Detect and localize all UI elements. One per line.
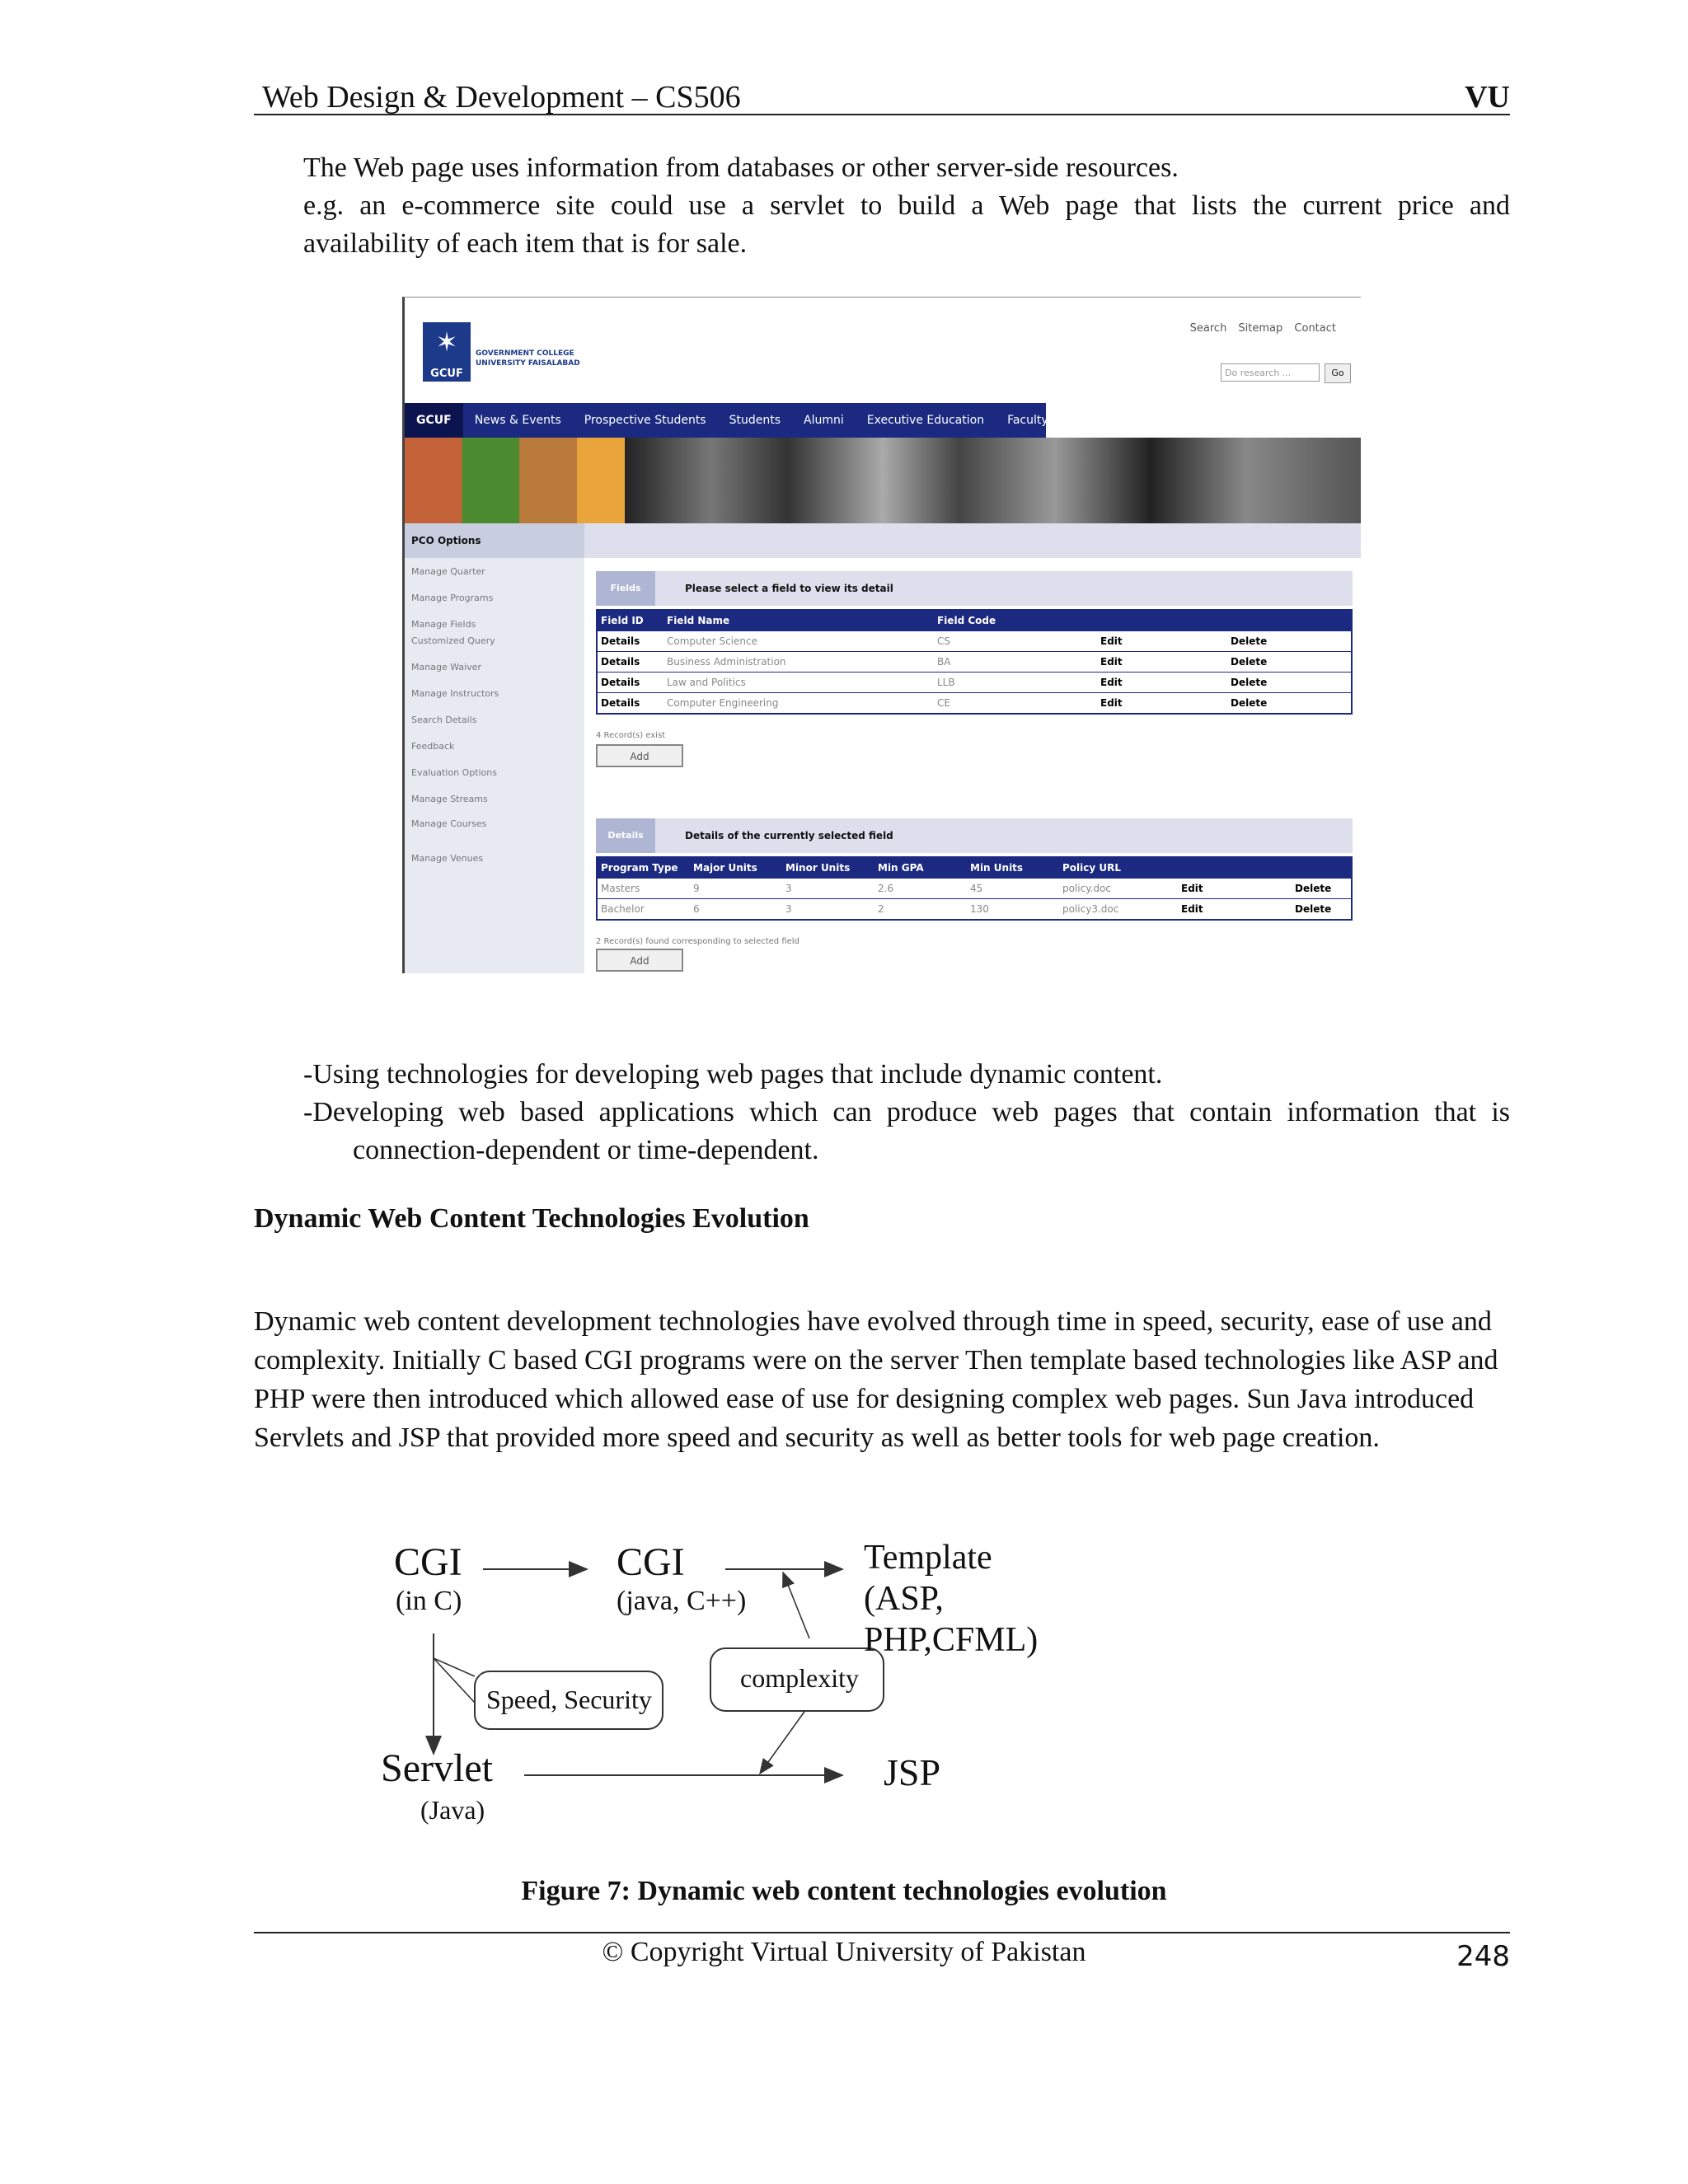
embedded-screenshot xyxy=(402,297,1361,973)
cgi-c-sub: (in C) xyxy=(396,1586,462,1616)
top-links[interactable]: Search Sitemap Contact xyxy=(1189,322,1336,335)
edit-link[interactable]: Edit xyxy=(1097,673,1227,693)
program-type-cell: Bachelor xyxy=(597,899,690,921)
add-details-button[interactable]: Add xyxy=(596,949,683,972)
page-number: 248 xyxy=(1456,1940,1510,1973)
major-units-cell: 6 xyxy=(690,899,782,921)
col-header: Minor Units xyxy=(782,857,874,879)
sidebar xyxy=(405,523,584,973)
body-paragraph: Dynamic web content development technologies have evolved through time in speed, security, ease of use and complexity. Initially C based CGI programs were on the server Then template based technologies like ASP and PHP were then introduced which allowed ease of use for designing complex web pages. Sun Java introduced Servlets and JSP that provided more speed and security as well as better tools for web page creation. xyxy=(254,1306,1498,1453)
speed-security-label: Speed, Security xyxy=(486,1685,652,1714)
details-link[interactable]: Details xyxy=(597,693,663,715)
table-row xyxy=(597,879,1352,899)
photo-banner xyxy=(405,438,1361,523)
fields-tab[interactable]: Fields xyxy=(596,571,655,606)
details-panel-label: Details of the currently selected field xyxy=(685,830,893,841)
policy-url-cell[interactable]: policy3.doc xyxy=(1059,899,1178,921)
delete-link[interactable]: Delete xyxy=(1292,879,1352,899)
header-institution: VU xyxy=(1465,80,1510,115)
min-gpa-cell: 2 xyxy=(874,899,967,921)
university-line-2: UNIVERSITY FAISALABAD xyxy=(476,359,580,368)
details-panel-header xyxy=(596,818,1353,853)
sidebar-item[interactable]: Manage Quarter xyxy=(411,566,485,577)
intro-line-3: availability of each item that is for sale. xyxy=(303,228,748,259)
field-code-cell: CE xyxy=(934,693,1097,715)
details-record-count: 2 Record(s) found corresponding to selected field xyxy=(596,937,799,946)
nav-item-gcuf[interactable]: GCUF xyxy=(405,403,463,438)
sidebar-item[interactable]: Search Details xyxy=(411,715,477,725)
edit-link[interactable]: Edit xyxy=(1178,879,1292,899)
university-name xyxy=(476,349,580,368)
content-header-bar xyxy=(584,523,1361,558)
sidebar-item[interactable]: Manage Programs xyxy=(411,593,494,603)
delete-link[interactable]: Delete xyxy=(1227,652,1352,673)
sidebar-item[interactable]: Manage Streams xyxy=(411,794,488,804)
col-header: Policy URL xyxy=(1059,857,1178,879)
field-code-cell: LLB xyxy=(934,673,1097,693)
min-gpa-cell: 2.6 xyxy=(874,879,967,899)
table-header-row xyxy=(597,857,1352,879)
complexity-pointer-up xyxy=(783,1572,809,1638)
servlet-label: Servlet xyxy=(381,1746,493,1790)
col-header: Program Type xyxy=(597,857,690,879)
template-sub-1: (ASP, xyxy=(864,1580,944,1618)
field-name-cell: Business Administration xyxy=(663,652,934,673)
complexity-label: complexity xyxy=(740,1663,859,1693)
cgi-java-sub: (java, C++) xyxy=(617,1586,747,1616)
fields-table xyxy=(596,609,1353,715)
nav-item-alumni[interactable]: Alumni xyxy=(804,414,844,427)
cgi-c-label: CGI xyxy=(394,1540,462,1584)
table-row xyxy=(597,652,1352,673)
edit-link[interactable]: Edit xyxy=(1097,693,1227,715)
template-sub-2: PHP,CFML) xyxy=(864,1621,1039,1659)
col-header: Major Units xyxy=(690,857,782,879)
nav-item-faculty[interactable]: Faculty & Research xyxy=(1007,414,1118,427)
star-icon: ✶ xyxy=(435,326,458,358)
table-row xyxy=(597,673,1352,693)
edit-link[interactable]: Edit xyxy=(1097,652,1227,673)
nav-item-prospective[interactable]: Prospective Students xyxy=(584,414,706,427)
sidebar-item[interactable]: Manage Courses xyxy=(411,818,487,829)
cgi-java-label: CGI xyxy=(617,1540,685,1584)
sidebar-item[interactable]: Customized Query xyxy=(411,635,495,646)
delete-link[interactable]: Delete xyxy=(1227,631,1352,652)
figure-caption: Figure 7: Dynamic web content technologies evolution xyxy=(521,1876,1167,1906)
speed-security-bubble-tail xyxy=(434,1658,475,1703)
table-row xyxy=(597,899,1352,921)
sidebar-item[interactable]: Manage Instructors xyxy=(411,688,499,699)
delete-link[interactable]: Delete xyxy=(1292,899,1352,921)
university-line-1: GOVERNMENT COLLEGE xyxy=(476,349,574,358)
gcuf-logo xyxy=(423,322,471,382)
intro-line-1: The Web page uses information from databases or other server-side resources. xyxy=(303,152,1179,183)
policy-url-cell[interactable]: policy.doc xyxy=(1059,879,1178,899)
section-heading: Dynamic Web Content Technologies Evolution xyxy=(254,1203,809,1234)
header-rule xyxy=(254,114,1510,115)
jsp-label: JSP xyxy=(884,1751,941,1793)
servlet-sub: (Java) xyxy=(420,1795,485,1825)
details-link[interactable]: Details xyxy=(597,673,663,693)
table-header-row xyxy=(597,610,1352,631)
min-units-cell: 45 xyxy=(967,879,1059,899)
sidebar-title: PCO Options xyxy=(405,523,584,558)
evolution-diagram xyxy=(354,1516,1096,1854)
col-header xyxy=(1292,857,1352,879)
field-name-cell: Computer Science xyxy=(663,631,934,652)
major-units-cell: 9 xyxy=(690,879,782,899)
bullet-2-continued: connection-dependent or time-dependent. xyxy=(353,1135,819,1165)
col-header xyxy=(1178,857,1292,879)
min-units-cell: 130 xyxy=(967,899,1059,921)
col-header: Min Units xyxy=(967,857,1059,879)
table-row xyxy=(597,693,1352,715)
search-input[interactable]: Do research ... xyxy=(1221,363,1320,382)
details-link[interactable]: Details xyxy=(597,652,663,673)
delete-link[interactable]: Delete xyxy=(1227,673,1352,693)
go-button[interactable]: Go xyxy=(1325,363,1351,383)
sidebar-item[interactable]: Manage Fields xyxy=(411,619,476,630)
table-row xyxy=(597,631,1352,652)
complexity-pointer-down xyxy=(760,1709,806,1774)
main-nav xyxy=(405,403,1118,438)
col-header xyxy=(1097,610,1227,631)
edit-link[interactable]: Edit xyxy=(1178,899,1292,921)
col-header: Min GPA xyxy=(874,857,967,879)
nav-item-students[interactable]: Students xyxy=(729,414,781,427)
program-type-cell: Masters xyxy=(597,879,690,899)
details-table xyxy=(596,856,1353,921)
col-header: Field Code xyxy=(934,610,1097,631)
col-header: Field ID xyxy=(597,610,663,631)
sidebar-item[interactable]: Manage Waiver xyxy=(411,662,481,673)
sidebar-item[interactable]: Feedback xyxy=(411,741,455,752)
field-code-cell: CS xyxy=(934,631,1097,652)
details-link[interactable]: Details xyxy=(597,631,663,652)
footer-rule xyxy=(254,1932,1510,1933)
bullet-2: -Developing web based applications which can produce web pages that contain information that is xyxy=(303,1097,1510,1127)
sidebar-item[interactable]: Manage Venues xyxy=(411,853,484,864)
col-header xyxy=(1227,610,1352,631)
header-title: Web Design & Development – CS506 xyxy=(262,80,741,115)
nav-item-executive[interactable]: Executive Education xyxy=(866,414,985,427)
bullet-1: -Using technologies for developing web pages that include dynamic content. xyxy=(303,1059,1163,1090)
details-tab[interactable]: Details xyxy=(596,818,655,853)
minor-units-cell: 3 xyxy=(782,899,874,921)
minor-units-cell: 3 xyxy=(782,879,874,899)
nav-item-news[interactable]: News & Events xyxy=(474,414,561,427)
edit-link[interactable]: Edit xyxy=(1097,631,1227,652)
fields-panel-label: Please select a field to view its detail xyxy=(685,583,893,594)
sidebar-item[interactable]: Evaluation Options xyxy=(411,767,497,778)
col-header: Field Name xyxy=(663,610,934,631)
template-label: Template xyxy=(864,1539,992,1577)
add-field-button[interactable]: Add xyxy=(596,744,683,767)
intro-line-2: e.g. an e-commerce site could use a servlet to build a Web page that lists the current price and xyxy=(303,190,1510,221)
field-name-cell: Law and Politics xyxy=(663,673,934,693)
field-name-cell: Computer Engineering xyxy=(663,693,934,715)
footer-copyright: © Copyright Virtual University of Pakistan xyxy=(602,1937,1086,1967)
fields-panel-header xyxy=(596,571,1353,606)
logo-text: GCUF xyxy=(430,368,463,380)
delete-link[interactable]: Delete xyxy=(1227,693,1352,715)
field-code-cell: BA xyxy=(934,652,1097,673)
fields-record-count: 4 Record(s) exist xyxy=(596,731,666,740)
